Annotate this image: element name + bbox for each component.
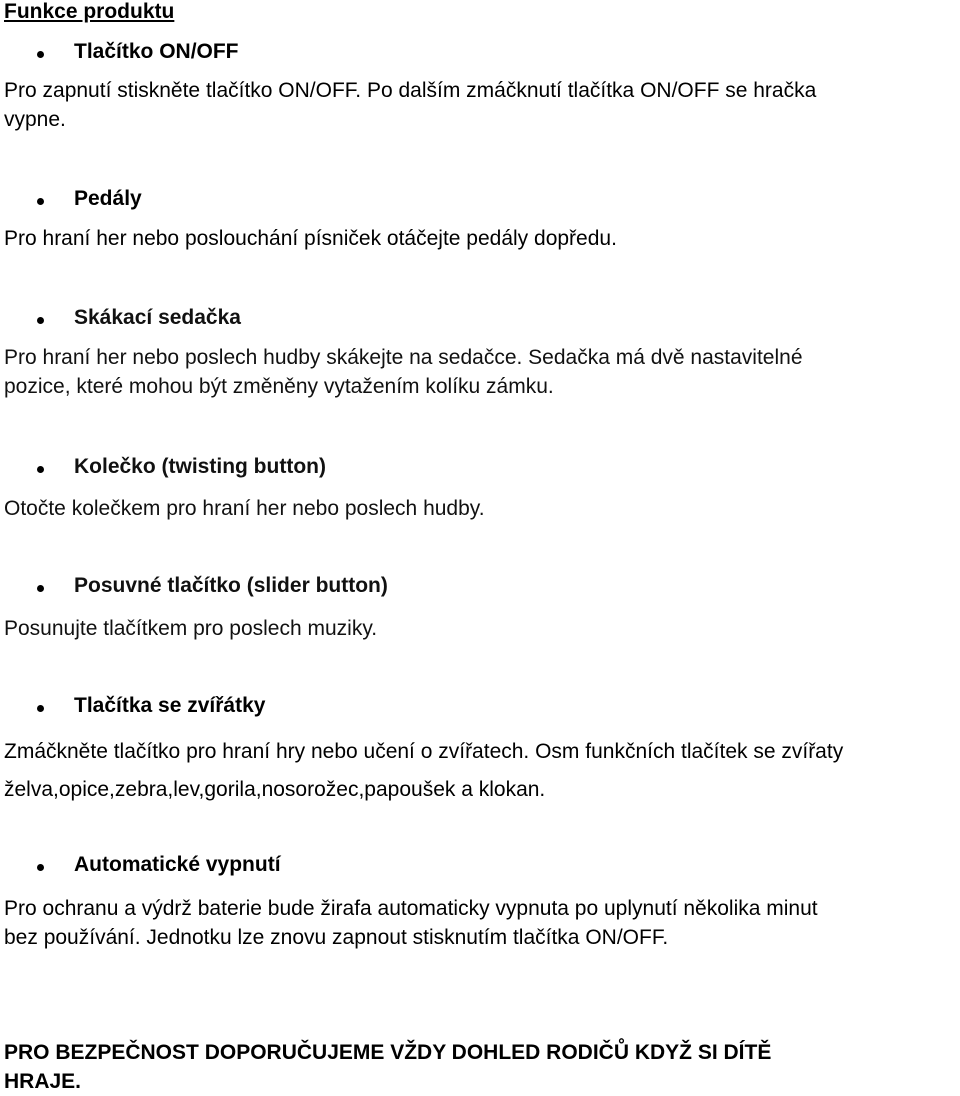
text-line: pozice, které mohou být změněny vytažením kolíku zámku. xyxy=(4,375,554,398)
text-line: Posunujte tlačítkem pro poslech muziky. xyxy=(4,617,378,640)
warning-line: PRO BEZPEČNOST DOPORUČUJEME VŽDY DOHLED RODIČŮ KDYŽ SI DÍTĚ xyxy=(4,1041,772,1064)
feature-title: Skákací sedačka xyxy=(74,306,241,329)
bullet-icon xyxy=(37,317,44,324)
feature-title: Tlačítko ON/OFF xyxy=(74,40,239,63)
feature-title: Pedály xyxy=(74,187,142,210)
feature-title: Kolečko (twisting button) xyxy=(74,455,326,478)
feature-title: Tlačítka se zvířátky xyxy=(74,694,266,717)
feature-description xyxy=(4,894,818,952)
bullet-icon xyxy=(37,198,44,205)
section-heading: Funkce produktu xyxy=(4,0,175,23)
feature-description xyxy=(4,224,617,253)
bullet-icon xyxy=(37,585,44,592)
bullet-icon xyxy=(37,705,44,712)
text-line: bez používání. Jednotku lze znovu zapnout stisknutím tlačítka ON/OFF. xyxy=(4,926,669,949)
feature-description xyxy=(4,494,485,523)
text-line: Otočte kolečkem pro hraní her nebo poslech hudby. xyxy=(4,497,485,520)
warning-line: HRAJE. xyxy=(4,1070,82,1093)
bullet-icon xyxy=(37,864,44,871)
text-line: želva,opice,zebra,lev,gorila,nosorožec,papoušek a klokan. xyxy=(4,778,546,801)
safety-warning xyxy=(4,1038,771,1096)
text-line: vypne. xyxy=(4,108,66,131)
text-line: Pro hraní her nebo poslech hudby skákejte na sedačce. Sedačka má dvě nastavitelné xyxy=(4,346,803,369)
feature-title: Posuvné tlačítko (slider button) xyxy=(74,574,388,597)
text-line: Pro hraní her nebo poslouchání písniček otáčejte pedály dopředu. xyxy=(4,227,617,250)
feature-description xyxy=(4,614,377,643)
text-line: Pro zapnutí stiskněte tlačítko ON/OFF. Po dalším zmáčknutí tlačítka ON/OFF se hračka xyxy=(4,79,817,102)
text-line: Zmáčkněte tlačítko pro hraní hry nebo učení o zvířatech. Osm funkčních tlačítek se zvířaty xyxy=(4,740,844,763)
feature-title: Automatické vypnutí xyxy=(74,853,281,876)
feature-description xyxy=(4,343,803,401)
bullet-icon xyxy=(37,51,44,58)
text-line: Pro ochranu a výdrž baterie bude žirafa automaticky vypnuta po uplynutí několika minut xyxy=(4,897,818,920)
feature-description xyxy=(4,733,843,809)
feature-description xyxy=(4,76,816,134)
bullet-icon xyxy=(37,466,44,473)
